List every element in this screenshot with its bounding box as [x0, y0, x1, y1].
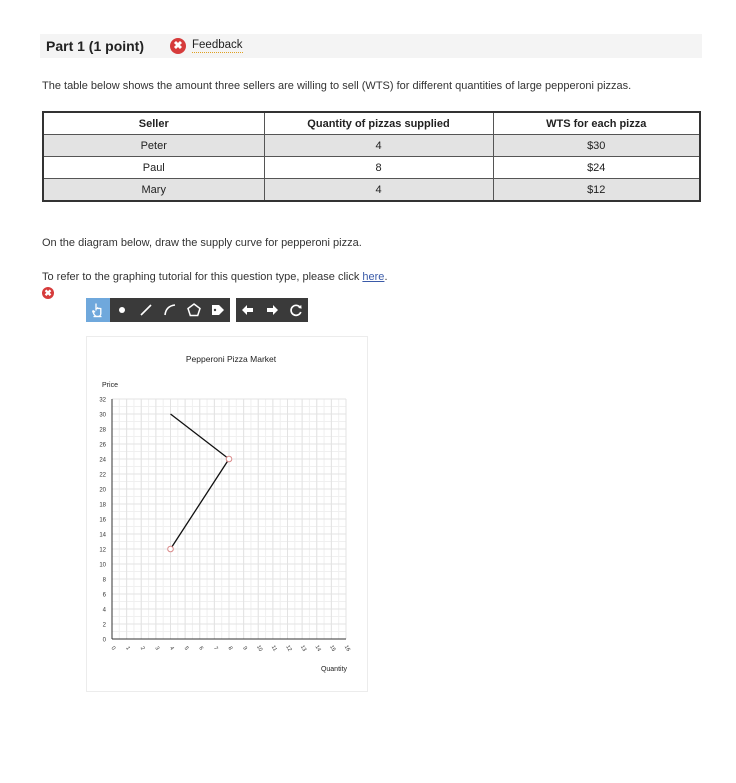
table-cell: $12: [493, 179, 700, 202]
curve-tool-button[interactable]: [158, 298, 182, 322]
x-tick-label: 9: [241, 645, 248, 652]
part-header: [40, 34, 702, 58]
x-tick-label: 4: [168, 645, 175, 652]
curve-point: [226, 456, 232, 462]
part-title: Part 1 (1 point): [46, 38, 145, 54]
y-tick-label: 16: [99, 517, 106, 524]
x-tick-label: 5: [182, 645, 190, 652]
table-cell: $24: [493, 157, 700, 179]
redo-button[interactable]: [260, 298, 284, 322]
error-status-icon: ✖: [42, 287, 54, 299]
x-tick-label: 14: [313, 644, 322, 653]
supply-chart[interactable]: [86, 336, 366, 690]
table-cell: Paul: [43, 157, 264, 179]
pentagon-icon: [186, 302, 202, 318]
y-tick-label: 26: [99, 442, 106, 449]
x-tick-label: 6: [197, 645, 204, 652]
instruction-text: On the diagram below, draw the supply curve for pepperoni pizza.: [42, 237, 362, 249]
line-tool-button[interactable]: [134, 298, 158, 322]
error-icon: ✖: [170, 38, 186, 54]
y-tick-label: 4: [102, 607, 106, 614]
point-tool-button[interactable]: [110, 298, 134, 322]
y-tick-label: 14: [99, 532, 106, 539]
label-tool-button[interactable]: [206, 298, 230, 322]
y-tick-label: 24: [99, 457, 106, 464]
y-tick-label: 8: [102, 577, 106, 584]
y-tick-label: 32: [99, 397, 106, 404]
x-axis-label: Quantity: [320, 666, 348, 673]
x-tick-label: 8: [226, 645, 234, 652]
y-tick-label: 28: [99, 427, 106, 434]
redo-arrow-icon: [264, 302, 280, 318]
y-tick-label: 20: [99, 487, 106, 494]
x-tick-label: 3: [153, 645, 161, 652]
reset-icon: [288, 302, 304, 318]
table-cell: 4: [264, 135, 493, 157]
line-icon: [138, 302, 154, 318]
y-tick-label: 12: [99, 547, 106, 554]
point-icon: [114, 302, 130, 318]
hand-pointer-icon: [90, 302, 106, 318]
graph-toolbar: [86, 298, 308, 322]
y-tick-label: 22: [99, 472, 106, 479]
x-tick-label: 0: [109, 645, 117, 652]
tutorial-text: [42, 271, 388, 283]
table-header-row: [43, 112, 700, 135]
x-tick-label: 7: [211, 645, 219, 652]
x-tick-label: 16: [342, 644, 351, 653]
table-header: WTS for each pizza: [493, 112, 700, 135]
y-tick-label: 30: [99, 412, 106, 419]
table-header: Quantity of pizzas supplied: [264, 112, 493, 135]
table-cell: 4: [264, 179, 493, 202]
intro-text: The table below shows the amount three sellers are willing to sell (WTS) for different quantities of large pepperoni pizzas.: [42, 80, 632, 92]
y-tick-label: 18: [99, 502, 106, 509]
reset-button[interactable]: [284, 298, 308, 322]
table-row: [43, 179, 700, 202]
table-header: Seller: [43, 112, 264, 135]
polygon-tool-button[interactable]: [182, 298, 206, 322]
table-cell: Peter: [43, 135, 264, 157]
y-tick-label: 6: [102, 592, 106, 599]
select-tool-button[interactable]: [86, 298, 110, 322]
table-cell: 8: [264, 157, 493, 179]
tutorial-prefix: To refer to the graphing tutorial for this question type, please click: [42, 271, 363, 283]
table-row: [43, 157, 700, 179]
x-tick-label: 10: [254, 644, 264, 653]
feedback-link[interactable]: Feedback: [192, 39, 243, 51]
table-cell: $30: [493, 135, 700, 157]
y-tick-label: 2: [102, 622, 106, 629]
x-tick-label: 11: [269, 644, 278, 653]
x-tick-label: 2: [138, 645, 146, 652]
tag-icon: [210, 302, 226, 318]
table-row: [43, 135, 700, 157]
undo-arrow-icon: [240, 302, 256, 318]
curve-point: [168, 546, 174, 552]
y-axis-label: Price: [102, 382, 118, 389]
curve-icon: [162, 302, 178, 318]
undo-button[interactable]: [236, 298, 260, 322]
x-tick-label: 13: [298, 644, 308, 653]
chart-title: Pepperoni Pizza Market: [185, 354, 277, 364]
x-tick-label: 12: [284, 644, 293, 653]
y-tick-label: 10: [99, 562, 106, 569]
x-tick-label: 1: [124, 645, 131, 652]
x-tick-label: 15: [328, 644, 337, 653]
y-tick-label: 0: [102, 637, 106, 644]
tutorial-suffix: .: [384, 271, 388, 283]
wts-table: [42, 111, 701, 202]
table-cell: Mary: [43, 179, 264, 202]
tutorial-link[interactable]: here: [362, 271, 385, 283]
